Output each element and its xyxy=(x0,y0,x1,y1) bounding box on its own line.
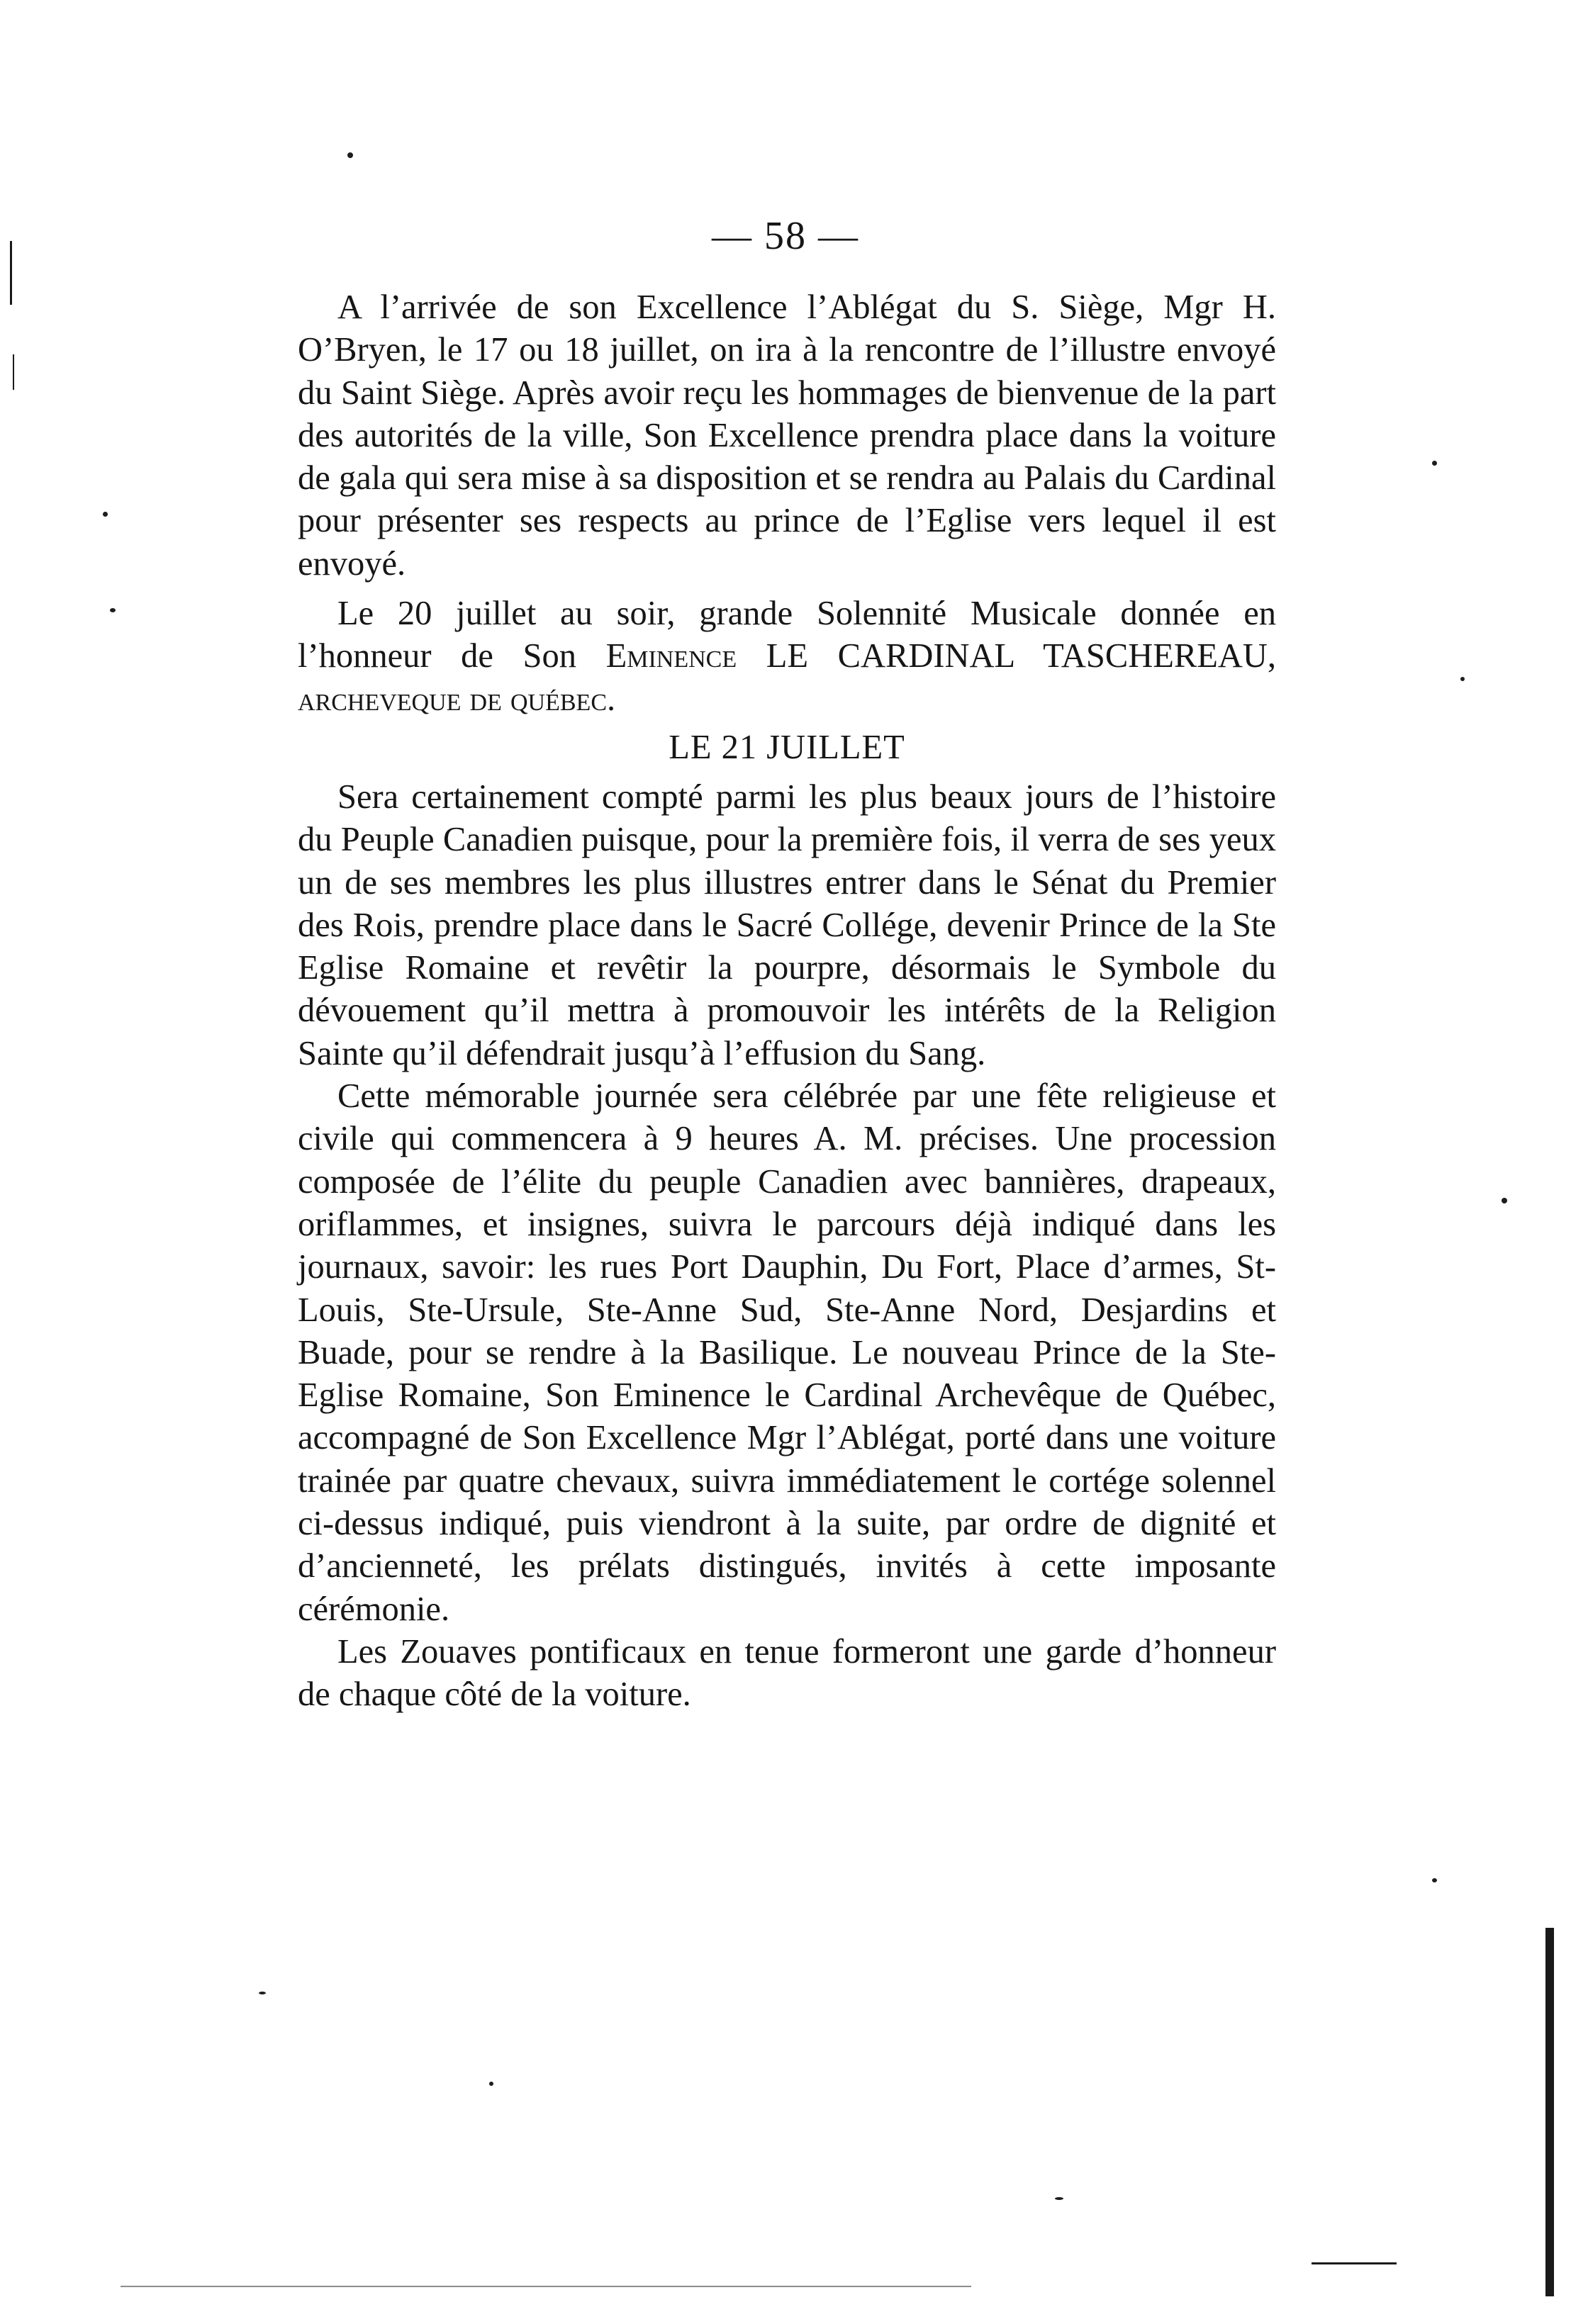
speck xyxy=(1432,1878,1437,1882)
archbishop-title: archeveque de québec. xyxy=(298,680,616,718)
left-edge-mark xyxy=(13,354,14,390)
right-edge-mark xyxy=(1545,1928,1554,2296)
bottom-edge-mark xyxy=(121,2286,971,2287)
speck xyxy=(1432,461,1437,466)
paragraph-procession: Cette mémorable journée sera célébrée par une fête religieuse et civile qui commencera à 9 heures A. M. précises. Une procession composée de l’élite du peuple Canadien avec bannières, drapeaux, oriflammes, et insignes, suivra le parcours déjà indiqué dans les journaux, savoir: les rues Port Dauphin, Du Fort, Place d’armes, St-Louis, Ste-Ursule, Ste-Anne Sud, Ste-Anne Nord, Desjardins et Buade, pour se rendre à la Basilique. Le nouveau Prince de la Ste-Eglise Romaine, Son Eminence le Cardinal Archevêque de Québec, accompagné de Son Excellence Mgr l’Ablégat, porté dans une voiture trainée par quatre chevaux, suivra immédiatement le cortége solennel ci-dessus indiqué, puis viendront à la suite, par ordre de dignité et d’ancienneté, les prélats distingués, invités à cette imposante cérémonie. xyxy=(298,1077,1276,1628)
speck xyxy=(347,152,353,158)
speck xyxy=(1055,2197,1063,2200)
speck xyxy=(1502,1198,1507,1203)
bottom-edge-mark xyxy=(1312,2262,1397,2264)
cardinal-name: LE CARDINAL TASCHEREAU, xyxy=(737,637,1276,675)
speck xyxy=(489,2082,493,2086)
paragraph-historic-day: Sera certainement compté parmi les plus beaux jours de l’histoire du Peuple Canadien puisque, pour la première fois, il verra de ses yeux un de ses membres les plus illustres entrer dans le Sénat du Premier des Rois, prendre place dans le Sacré Collége, devenir Prince de la Ste Eglise Romaine et revêtir la pourpre, désormais le Symbole du dévouement qu’il mettra à promouvoir les intérêts de la Religion Sainte qu’il défendrait jusqu’à l’effusion du Sang. xyxy=(298,778,1276,1072)
speck xyxy=(103,512,108,517)
speck xyxy=(110,608,116,612)
body-text xyxy=(298,286,1276,1717)
paragraph-ablegat-arrival: A l’arrivée de son Excellence l’Ablégat du S. Siège, Mgr H. O’Bryen, le 17 ou 18 juillet, on ira à la rencontre de l’illustre envoyé du Saint Siège. Après avoir reçu les hommages de bienvenue de la part des autorités de la ville, Son Excellence prendra place dans la voiture de gala qui sera mise à sa disposition et se rendra au Palais du Cardinal pour présenter ses respects au prince de l’Eglise vers lequel il est envoyé. xyxy=(298,288,1276,583)
speck xyxy=(1460,677,1465,681)
left-edge-mark xyxy=(10,241,12,305)
page-number: — 58 — xyxy=(712,214,859,258)
speck xyxy=(259,1992,266,1994)
paragraph-musical-solemnity xyxy=(298,593,1276,721)
paragraph-text: Le 20 juillet au soir, grande Solennité Musicale donnée en l’honneur de Son xyxy=(298,595,1276,675)
eminence-title: Eminence xyxy=(605,637,737,675)
section-heading-21-july: LE 21 JUILLET xyxy=(669,728,905,766)
paragraph-zouaves: Les Zouaves pontificaux en tenue formeront une garde d’honneur de chaque côté de la voiture. xyxy=(298,1632,1276,1714)
